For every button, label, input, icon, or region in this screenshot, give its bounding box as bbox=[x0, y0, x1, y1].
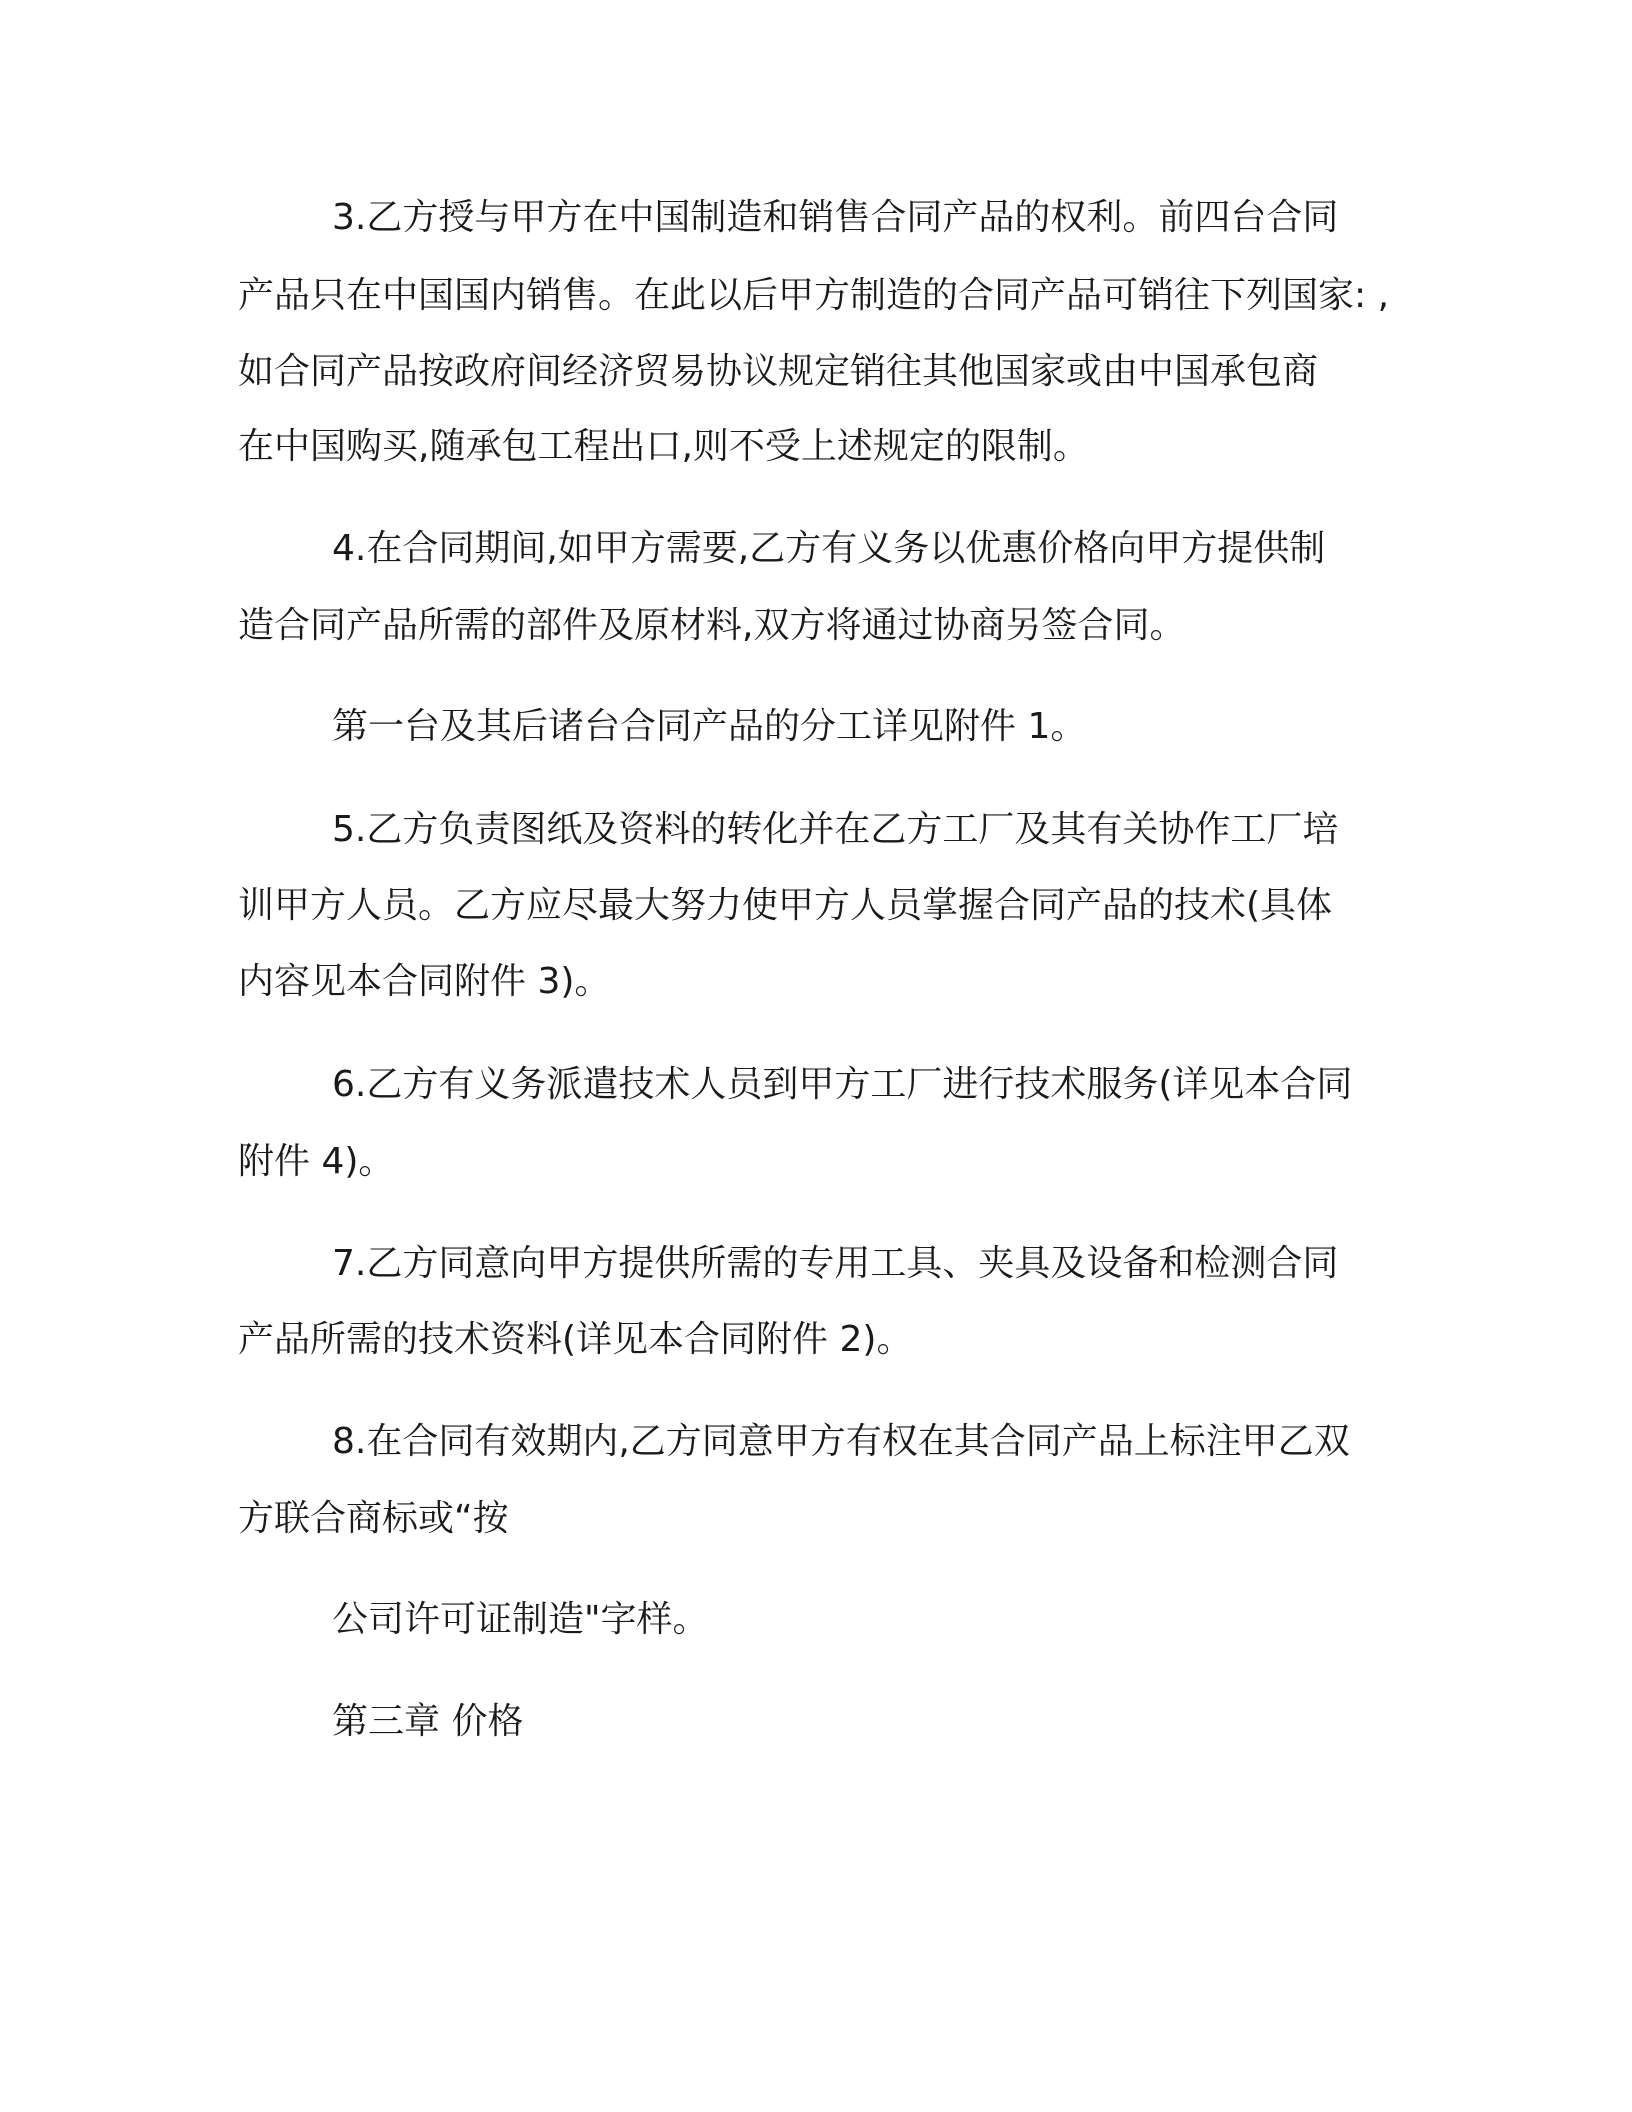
clause-7-line-1: 7.乙方同意向甲方提供所需的专用工具、夹具及设备和检测合同 bbox=[332, 1243, 1339, 1284]
chapter-3-heading: 第三章 价格 bbox=[332, 1701, 524, 1742]
clause-6-line-2: 附件 4)。 bbox=[238, 1141, 395, 1182]
clause-3-line-2: 产品只在中国国内销售。在此以后甲方制造的合同产品可销往下列国家: , bbox=[238, 275, 1390, 316]
clause-5-line-1: 5.乙方负责图纸及资料的转化并在乙方工厂及其有关协作工厂培 bbox=[332, 809, 1339, 850]
clause-6-line-1: 6.乙方有义务派遣技术人员到甲方工厂进行技术服务(详见本合同 bbox=[332, 1064, 1353, 1105]
clause-7-line-2: 产品所需的技术资料(详见本合同附件 2)。 bbox=[238, 1319, 913, 1360]
clause-8-line-2: 方联合商标或“按 bbox=[238, 1498, 509, 1539]
division-note-line-1: 第一台及其后诸台合同产品的分工详见附件 1。 bbox=[332, 706, 1087, 747]
clause-8-line-1: 8.在合同有效期内,乙方同意甲方有权在其合同产品上标注甲乙双 bbox=[332, 1421, 1350, 1462]
clause-5-line-2: 训甲方人员。乙方应尽最大努力使甲方人员掌握合同产品的技术(具体 bbox=[238, 885, 1333, 926]
clause-5-line-3: 内容见本合同附件 3)。 bbox=[238, 961, 611, 1002]
clause-3-line-1: 3.乙方授与甲方在中国制造和销售合同产品的权利。前四台合同 bbox=[332, 197, 1339, 238]
clause-8-cont-line-1: 公司许可证制造"字样。 bbox=[332, 1599, 709, 1640]
clause-3-line-4: 在中国购买,随承包工程出口,则不受上述规定的限制。 bbox=[238, 426, 1089, 467]
clause-4-line-2: 造合同产品所需的部件及原材料,双方将通过协商另签合同。 bbox=[238, 605, 1186, 646]
clause-3-line-3: 如合同产品按政府间经济贸易协议规定销往其他国家或由中国承包商 bbox=[238, 351, 1319, 392]
clause-4-line-1: 4.在合同期间,如甲方需要,乙方有义务以优惠价格向甲方提供制 bbox=[332, 528, 1326, 569]
